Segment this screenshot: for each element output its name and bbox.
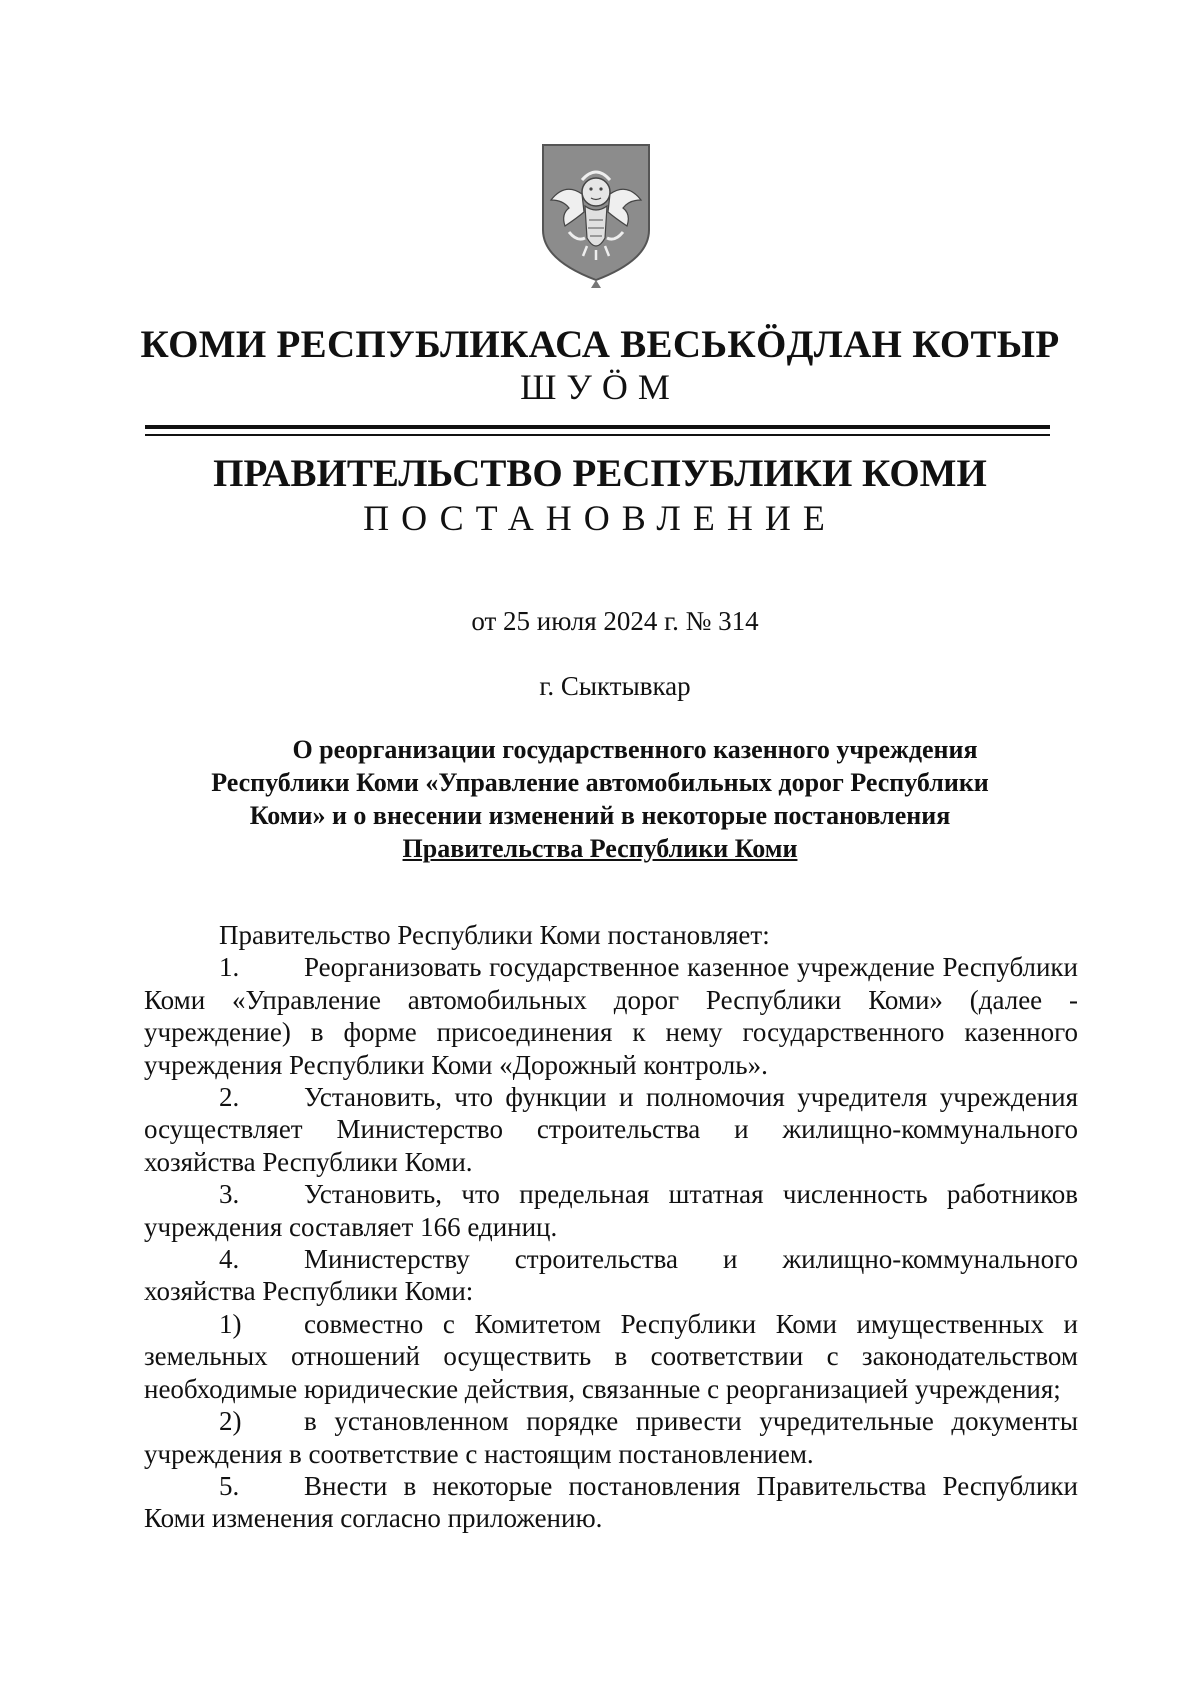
government-title: ПРАВИТЕЛЬСТВО РЕСПУБЛИКИ КОМИ [213, 452, 987, 495]
item-number: 2. [219, 1082, 240, 1113]
body-intro: Правительство Республики Коми постановляет: [219, 920, 770, 950]
item-number: 2) [219, 1406, 242, 1437]
item-number: 5. [219, 1470, 240, 1501]
document-date-number: от 25 июля 2024 г. № 314 [471, 606, 759, 636]
item-text: Реорганизовать государственное казенное учреждение Республики Коми «Управление автомобильных дорог Республики Коми» (далее - учреждение) в форме присоединения к нему государственного казенного учреждения Республики Коми «Дорожный контроль». [144, 952, 1078, 1080]
body-item [144, 1178, 1078, 1243]
title-line-underlined: Правительства Республики Коми [402, 834, 798, 863]
body-subitem [144, 1308, 1078, 1405]
komi-coat-of-arms-icon [539, 142, 653, 288]
item-number: 3. [219, 1179, 240, 1210]
item-text: Установить, что функции и полномочия учредителя учреждения осуществляет Министерство строительства и жилищно-коммунального хозяйства Республики Коми. [144, 1082, 1078, 1177]
header-divider-thin [145, 434, 1050, 436]
body-item [144, 1243, 1078, 1308]
item-text: Министерству строительства и жилищно-коммунального хозяйства Республики Коми: [144, 1244, 1078, 1307]
body-item [144, 1081, 1078, 1178]
komi-document-type: ШУӦМ [520, 367, 680, 407]
header-divider-thick [145, 425, 1050, 429]
body-item [144, 951, 1078, 1081]
komi-government-title: КОМИ РЕСПУБЛИКАСА ВЕСЬКӦДЛАН КОТЫР [140, 323, 1060, 366]
title-line: Коми» и о внесении изменений в некоторые постановления [249, 801, 951, 830]
title-line: О реорганизации государственного казенного учреждения [292, 735, 978, 764]
item-text: Установить, что предельная штатная численность работников учреждения составляет 166 единиц. [144, 1179, 1078, 1242]
document-city: г. Сыктывкар [539, 671, 691, 701]
body-item [144, 1470, 1078, 1535]
item-number: 1. [219, 952, 240, 983]
item-text: в установленном порядке привести учредительные документы учреждения в соответствие с настоящим постановлением. [144, 1406, 1078, 1469]
body-subitem [144, 1405, 1078, 1470]
document-title [150, 733, 1050, 865]
item-text: совместно с Комитетом Республики Коми имущественных и земельных отношений осуществить в соответствии с законодательством необходимые юридические действия, связанные с реорганизацией учреждения; [144, 1308, 1078, 1404]
item-number: 4. [219, 1244, 240, 1275]
item-number: 1) [219, 1308, 242, 1339]
document-type: ПОСТАНОВЛЕНИЕ [363, 498, 837, 538]
title-line: Республики Коми «Управление автомобильных дорог Республики [211, 768, 989, 797]
item-text: Внести в некоторые постановления Правительства Республики Коми изменения согласно приложению. [144, 1470, 1078, 1534]
document-body [144, 919, 1078, 1535]
